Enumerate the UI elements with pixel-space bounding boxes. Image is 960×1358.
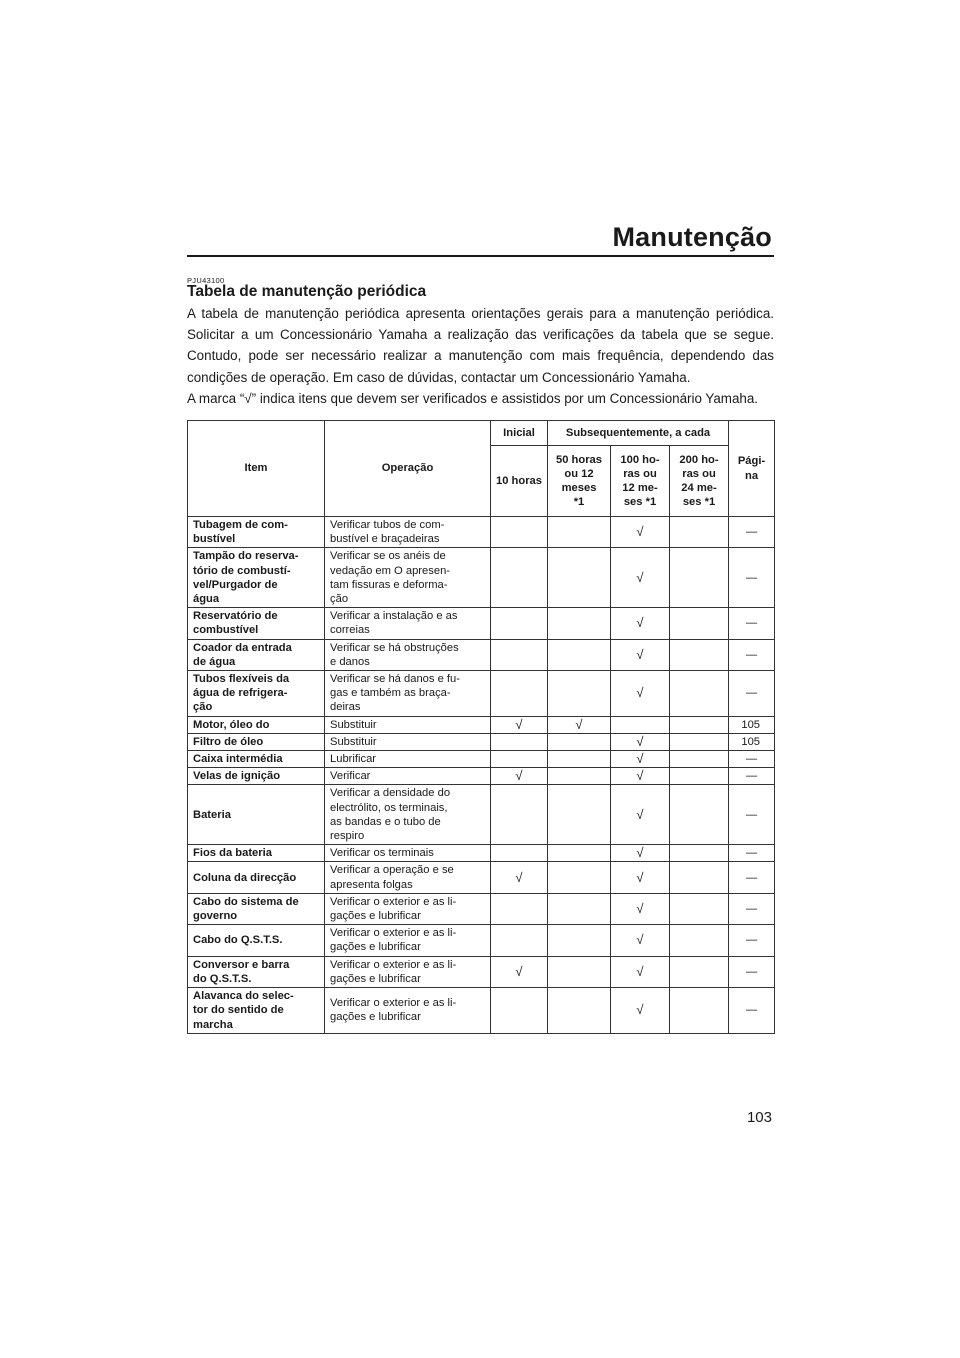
operation-cell: Verificar — [325, 768, 491, 785]
check-200-hours — [670, 733, 729, 750]
table-row — [188, 716, 775, 733]
page-reference: — — [729, 956, 775, 987]
page-reference: — — [729, 751, 775, 768]
maintenance-table — [187, 420, 775, 1034]
item-cell: Alavanca do selec- tor do sentido de marcha — [188, 988, 325, 1034]
check-50-hours — [548, 671, 611, 717]
page-reference: — — [729, 893, 775, 924]
item-cell: Coluna da direcção — [188, 862, 325, 893]
check-100-hours: √ — [611, 751, 670, 768]
operation-cell: Verificar se os anéis de vedação em O apresen- tam fissuras e deforma- ção — [325, 548, 491, 608]
item-cell: Coador da entrada de água — [188, 639, 325, 670]
page-reference: — — [729, 608, 775, 639]
table-row — [188, 862, 775, 893]
check-50-hours: √ — [548, 716, 611, 733]
check-10-hours — [491, 893, 548, 924]
check-100-hours: √ — [611, 785, 670, 845]
table-row — [188, 768, 775, 785]
check-100-hours: √ — [611, 925, 670, 956]
section-title: Tabela de manutenção periódica — [187, 283, 427, 300]
check-200-hours — [670, 862, 729, 893]
header-rule — [187, 255, 774, 257]
check-50-hours — [548, 751, 611, 768]
item-cell: Tampão do reserva- tório de combustí- vel/Purgador de água — [188, 548, 325, 608]
table-row — [188, 845, 775, 862]
check-100-hours: √ — [611, 845, 670, 862]
check-50-hours — [548, 845, 611, 862]
page-reference: — — [729, 925, 775, 956]
check-10-hours — [491, 733, 548, 750]
table-row — [188, 671, 775, 717]
check-200-hours — [670, 845, 729, 862]
item-cell: Filtro de óleo — [188, 733, 325, 750]
check-50-hours — [548, 768, 611, 785]
item-cell: Caixa intermédia — [188, 751, 325, 768]
page-reference: — — [729, 671, 775, 717]
operation-cell: Verificar a operação e se apresenta folgas — [325, 862, 491, 893]
check-10-hours: √ — [491, 768, 548, 785]
check-200-hours — [670, 925, 729, 956]
check-10-hours — [491, 608, 548, 639]
header-100-hours: 100 ho- ras ou 12 me- ses *1 — [611, 446, 670, 517]
check-10-hours — [491, 517, 548, 548]
check-10-hours — [491, 751, 548, 768]
check-50-hours — [548, 608, 611, 639]
table-row — [188, 608, 775, 639]
table-row — [188, 785, 775, 845]
check-50-hours — [548, 893, 611, 924]
page-reference: — — [729, 988, 775, 1034]
check-100-hours: √ — [611, 733, 670, 750]
table-row — [188, 956, 775, 987]
check-200-hours — [670, 751, 729, 768]
table-body — [188, 517, 775, 1034]
intro-paragraph-1: A tabela de manutenção periódica apresenta orientações gerais para a manutenção periódica. Solicitar a um Concessionário Yamaha a realização das verificações da tabela que se segue. Contudo, pode ser necessário realizar a manutenção com mais frequência, dependendo das condições de operação. Em caso de dúvidas, contactar um Concessionário Yamaha. — [187, 306, 774, 385]
check-10-hours — [491, 845, 548, 862]
check-200-hours — [670, 956, 729, 987]
check-200-hours — [670, 716, 729, 733]
check-100-hours: √ — [611, 768, 670, 785]
check-100-hours: √ — [611, 956, 670, 987]
check-50-hours — [548, 862, 611, 893]
page-reference: — — [729, 845, 775, 862]
section-code: PJU43100 — [187, 276, 225, 285]
check-10-hours — [491, 671, 548, 717]
check-100-hours — [611, 716, 670, 733]
check-10-hours — [491, 925, 548, 956]
table-row — [188, 548, 775, 608]
page-reference: — — [729, 548, 775, 608]
check-100-hours: √ — [611, 893, 670, 924]
header-item: Item — [188, 421, 325, 517]
check-200-hours — [670, 768, 729, 785]
page-reference: 105 — [729, 733, 775, 750]
check-100-hours: √ — [611, 517, 670, 548]
table-row — [188, 639, 775, 670]
operation-cell: Verificar se há danos e fu- gas e também as braça- deiras — [325, 671, 491, 717]
check-50-hours — [548, 785, 611, 845]
page-reference: — — [729, 768, 775, 785]
table-row — [188, 893, 775, 924]
check-10-hours — [491, 639, 548, 670]
check-200-hours — [670, 517, 729, 548]
table-row — [188, 733, 775, 750]
check-50-hours — [548, 548, 611, 608]
check-200-hours — [670, 608, 729, 639]
item-cell: Cabo do sistema de governo — [188, 893, 325, 924]
header-operation: Operação — [325, 421, 491, 517]
check-50-hours — [548, 517, 611, 548]
check-10-hours — [491, 785, 548, 845]
check-10-hours: √ — [491, 716, 548, 733]
page-number: 103 — [746, 1109, 772, 1126]
check-10-hours: √ — [491, 862, 548, 893]
check-50-hours — [548, 956, 611, 987]
operation-cell: Lubrificar — [325, 751, 491, 768]
header-initial: Inicial — [491, 421, 548, 446]
check-200-hours — [670, 639, 729, 670]
check-50-hours — [548, 925, 611, 956]
item-cell: Motor, óleo do — [188, 716, 325, 733]
check-10-hours — [491, 988, 548, 1034]
item-cell: Conversor e barra do Q.S.T.S. — [188, 956, 325, 987]
item-cell: Cabo do Q.S.T.S. — [188, 925, 325, 956]
operation-cell: Verificar se há obstruções e danos — [325, 639, 491, 670]
page-reference: — — [729, 785, 775, 845]
check-200-hours — [670, 671, 729, 717]
page-reference: — — [729, 862, 775, 893]
check-200-hours — [670, 988, 729, 1034]
page-reference: — — [729, 639, 775, 670]
check-50-hours — [548, 733, 611, 750]
operation-cell: Verificar a densidade do electrólito, os terminais, as bandas e o tubo de respiro — [325, 785, 491, 845]
check-10-hours: √ — [491, 956, 548, 987]
check-100-hours: √ — [611, 548, 670, 608]
check-50-hours — [548, 988, 611, 1034]
item-cell: Bateria — [188, 785, 325, 845]
operation-cell: Substituir — [325, 716, 491, 733]
table-row — [188, 517, 775, 548]
intro-text — [187, 303, 774, 409]
header-200-hours: 200 ho- ras ou 24 me- ses *1 — [670, 446, 729, 517]
item-cell: Tubos flexíveis da água de refrigera- ção — [188, 671, 325, 717]
operation-cell: Verificar os terminais — [325, 845, 491, 862]
check-100-hours: √ — [611, 862, 670, 893]
page-reference: — — [729, 517, 775, 548]
check-200-hours — [670, 893, 729, 924]
check-50-hours — [548, 639, 611, 670]
check-100-hours: √ — [611, 988, 670, 1034]
check-200-hours — [670, 785, 729, 845]
operation-cell: Verificar a instalação e as correias — [325, 608, 491, 639]
operation-cell: Verificar tubos de com- bustível e braçadeiras — [325, 517, 491, 548]
item-cell: Velas de ignição — [188, 768, 325, 785]
operation-cell: Substituir — [325, 733, 491, 750]
operation-cell: Verificar o exterior e as li- gações e lubrificar — [325, 956, 491, 987]
header-subsequent: Subsequentemente, a cada — [548, 421, 729, 446]
header-page: Pági- na — [729, 421, 775, 517]
page-header-title: Manutenção — [612, 222, 772, 252]
item-cell: Reservatório de combustível — [188, 608, 325, 639]
operation-cell: Verificar o exterior e as li- gações e lubrificar — [325, 893, 491, 924]
check-100-hours: √ — [611, 671, 670, 717]
operation-cell: Verificar o exterior e as li- gações e lubrificar — [325, 925, 491, 956]
check-100-hours: √ — [611, 608, 670, 639]
item-cell: Fios da bateria — [188, 845, 325, 862]
item-cell: Tubagem de com- bustível — [188, 517, 325, 548]
check-100-hours: √ — [611, 639, 670, 670]
table-row — [188, 988, 775, 1034]
check-200-hours — [670, 548, 729, 608]
table-row — [188, 751, 775, 768]
header-50-hours: 50 horas ou 12 meses *1 — [548, 446, 611, 517]
table-row — [188, 925, 775, 956]
header-10-hours: 10 horas — [491, 446, 548, 517]
intro-paragraph-2: A marca “√” indica itens que devem ser verificados e assistidos por um Concessionário Yamaha. — [187, 390, 759, 406]
operation-cell: Verificar o exterior e as li- gações e lubrificar — [325, 988, 491, 1034]
check-10-hours — [491, 548, 548, 608]
page-reference: 105 — [729, 716, 775, 733]
